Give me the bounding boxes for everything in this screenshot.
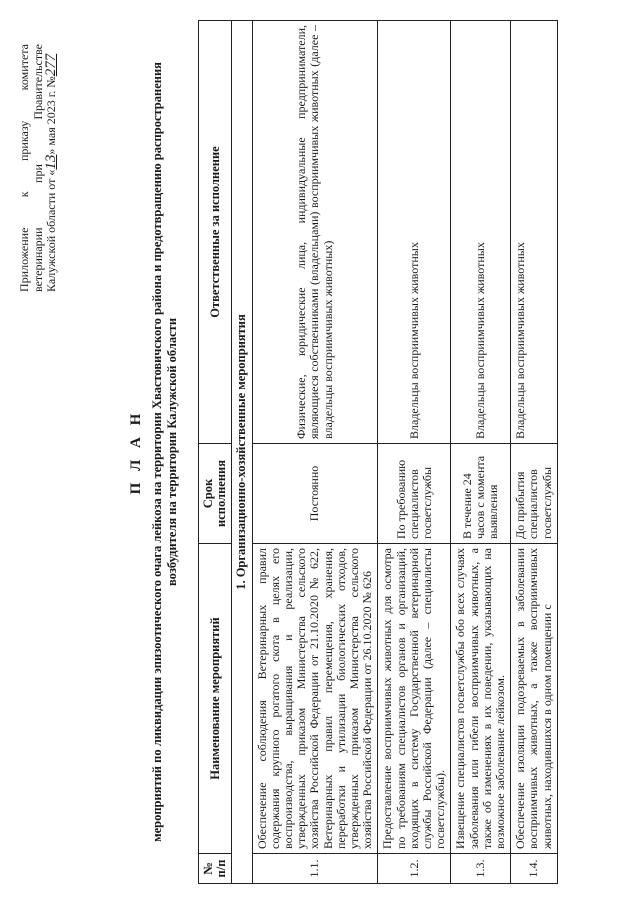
appendix-word: Приложение — [17, 227, 31, 292]
row-resp: Владельцы восприимчивых животных — [451, 21, 511, 444]
header-name: Наименование мероприятий — [199, 544, 232, 854]
row-term: Постоянно — [252, 444, 378, 544]
table-row — [511, 21, 558, 884]
appendix-word: приказу — [17, 120, 31, 161]
appendix-line-1 — [18, 44, 32, 292]
row-num: 1.2. — [378, 854, 451, 884]
row-name: Предоставление восприимчивых животных для осмотра по требованиям специалистов органов и организаций, входящих в систему Государственной ветеринарной службы Российской Федерации (далее – специалисты госветслужбы). — [378, 544, 451, 854]
handwritten-day: 13 — [43, 154, 59, 170]
section-row — [232, 21, 252, 884]
row-resp: Физические, юридические лица, индивидуальные предприниматели, являющиеся собственниками (владельцами) восприимчивых животных (далее – владельцы восприимчивых животных) — [252, 21, 378, 444]
appendix-word: Правительстве — [30, 44, 45, 120]
header-term: Срок исполнения — [199, 444, 232, 544]
appendix-word: при — [30, 164, 45, 183]
header-resp: Ответственные за исполнение — [199, 21, 232, 444]
row-name: Извещение специалистов госветслужбы обо всех случаях заболевания или гибели восприимчивых животных, а также об изменениях в их поведении, указывающих на возможное заболевание лейкозом. — [451, 544, 511, 854]
row-name: Обеспечение изоляции подозреваемых в заболевании восприимчивых животных, а также восприимчивых животных, находившихся в одном помещении с — [511, 544, 558, 854]
appendix-note — [18, 44, 59, 292]
row-name: Обеспечение соблюдения Ветеринарных правил содержания крупного рогатого скота в целях его воспроизводства, выращивания и реализации, утвержденных приказом Министерства сельского хозяйства Российской Федерации от 21.10.2020 № 622, Ветеринарных правил перемещения, хранения, переработки и утилизации биологических отходов, утвержденных приказом Министерства сельского хозяйства Российской Федерации от 26.10.2020 № 626 — [252, 544, 378, 854]
appendix-line-3 — [45, 44, 59, 292]
table-header-row — [199, 21, 232, 884]
handwritten-order-number: 277 — [43, 53, 59, 77]
row-term: До прибытия специалистов госветслужбы — [511, 444, 558, 544]
appendix-date-prefix: Калужской области от « — [44, 169, 58, 292]
row-term: В течение 24 часов с момента выявления — [451, 444, 511, 544]
section-title: 1. Организационно-хозяйственные мероприятия — [232, 21, 252, 884]
row-num: 1.4. — [511, 854, 558, 884]
table-row — [451, 21, 511, 884]
row-num: 1.3. — [451, 854, 511, 884]
table-row — [252, 21, 378, 884]
appendix-date-suffix: » мая 2023 г. № — [44, 76, 58, 155]
page-subtitle: мероприятий по ликвидации эпизоотического очага лейкоза на территории Хвастовичского района и предотвращению распространения возбудителя на территории Калужской области — [150, 62, 179, 842]
row-term: По требованию специалистов госветслужбы — [378, 444, 451, 544]
header-num: № п/п — [199, 854, 232, 884]
appendix-word: ветеринарии — [30, 227, 45, 292]
plan-table — [198, 20, 558, 884]
row-resp: Владельцы восприимчивых животных — [378, 21, 451, 444]
row-num: 1.1. — [252, 854, 378, 884]
appendix-word: к — [17, 191, 31, 198]
table-row — [378, 21, 451, 884]
row-resp: Владельцы восприимчивых животных — [511, 21, 558, 444]
appendix-word: комитета — [17, 44, 31, 91]
page-title: П Л А Н — [128, 409, 144, 495]
